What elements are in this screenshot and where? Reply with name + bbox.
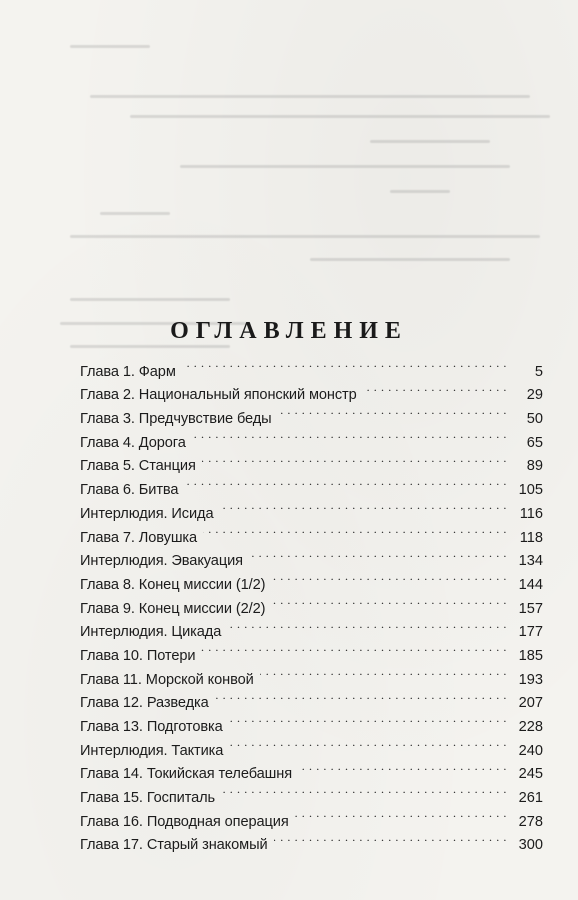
toc-entry-page-number: 240: [518, 742, 543, 759]
toc-entry-label: Глава 16. Подводная операция: [80, 813, 289, 830]
toc-entry-label: Глава 10. Потери: [80, 647, 196, 664]
toc-entry-page-number: 207: [518, 695, 543, 712]
toc-dot-leader: [182, 352, 507, 376]
toc-entry-label: Глава 17. Старый знакомый: [80, 837, 268, 854]
toc-entry-page-number: 65: [526, 434, 543, 451]
toc-entry-label: Интерлюдия. Тактика: [80, 742, 224, 759]
toc-entry-page-number: 50: [526, 411, 543, 428]
toc-entry-label: Глава 4. Дорога: [80, 434, 186, 451]
toc-entry-page-number: 261: [518, 790, 543, 807]
toc-dot-leader: [227, 613, 507, 637]
toc-entry-page-number: 193: [518, 671, 543, 688]
toc-entry-label: Глава 8. Конец миссии (1/2): [80, 576, 266, 593]
toc-entry-page-number: 89: [526, 458, 543, 475]
toc-dot-leader: [278, 399, 507, 423]
toc-title: ОГЛАВЛЕНИЕ: [170, 318, 408, 344]
toc-entry-page-number: 105: [518, 482, 543, 499]
toc-entry: [80, 352, 543, 380]
toc-entry-label: Глава 12. Разведка: [80, 695, 209, 712]
toc-dot-leader: [298, 755, 507, 779]
toc-entry-page-number: 116: [519, 505, 543, 522]
toc-entry-label: Глава 1. Фарм: [80, 363, 176, 380]
toc-dot-leader: [260, 660, 507, 684]
toc-entry-label: Интерлюдия. Эвакуация: [80, 553, 243, 570]
toc-entry-label: Глава 15. Госпиталь: [80, 790, 216, 807]
toc-dot-leader: [184, 470, 507, 494]
toc-list: [80, 352, 543, 854]
toc-entry-page-number: 118: [519, 529, 543, 546]
toc-entry-page-number: 228: [518, 719, 543, 735]
toc-dot-leader: [229, 707, 507, 731]
toc-entry-page-number: 185: [518, 647, 543, 664]
toc-entry-label: Глава 14. Токийская телебашня: [80, 766, 293, 783]
toc-entry-label: Глава 9. Конец миссии (2/2): [80, 600, 266, 617]
toc-dot-leader: [249, 542, 507, 566]
toc-dot-leader: [202, 447, 507, 471]
toc-entry-page-number: 134: [518, 553, 543, 570]
toc-dot-leader: [221, 778, 507, 802]
toc-entry-page-number: 157: [518, 600, 543, 617]
toc-entry-page-number: 177: [518, 624, 543, 641]
toc-dot-leader: [271, 565, 507, 589]
toc-dot-leader: [192, 423, 507, 447]
toc-entry-page-number: 29: [526, 387, 543, 404]
toc-dot-leader: [201, 636, 507, 660]
toc-dot-leader: [271, 589, 507, 613]
bleed-through-text: [40, 40, 550, 360]
toc-entry-label: Глава 5. Станция: [80, 458, 196, 475]
toc-dot-leader: [220, 494, 508, 518]
toc-dot-leader: [229, 731, 507, 755]
toc-entry-label: Глава 11. Морской конвой: [80, 671, 254, 688]
toc-entry-page-number: 5: [534, 363, 543, 380]
toc-dot-leader: [203, 518, 507, 542]
toc-entry-label: Глава 13. Подготовка: [80, 719, 223, 735]
toc-entry-label: Глава 2. Национальный японский монстр: [80, 387, 357, 404]
toc-entry-page-number: 245: [518, 766, 543, 783]
toc-entry-label: Глава 3. Предчувствие беды: [80, 411, 272, 428]
toc-entry-page-number: 300: [518, 837, 543, 854]
toc-entry-page-number: 144: [518, 576, 543, 593]
toc-entry-label: Интерлюдия. Цикада: [80, 624, 222, 641]
toc-dot-leader: [363, 376, 507, 400]
toc-dot-leader: [295, 802, 507, 826]
toc-dot-leader: [215, 684, 507, 708]
toc-dot-leader: [274, 826, 507, 850]
toc-entry-label: Интерлюдия. Исида: [80, 505, 214, 522]
toc-entry-label: Глава 7. Ловушка: [80, 529, 198, 546]
toc-entry-label: Глава 6. Битва: [80, 482, 179, 499]
toc-entry-page-number: 278: [518, 813, 543, 830]
